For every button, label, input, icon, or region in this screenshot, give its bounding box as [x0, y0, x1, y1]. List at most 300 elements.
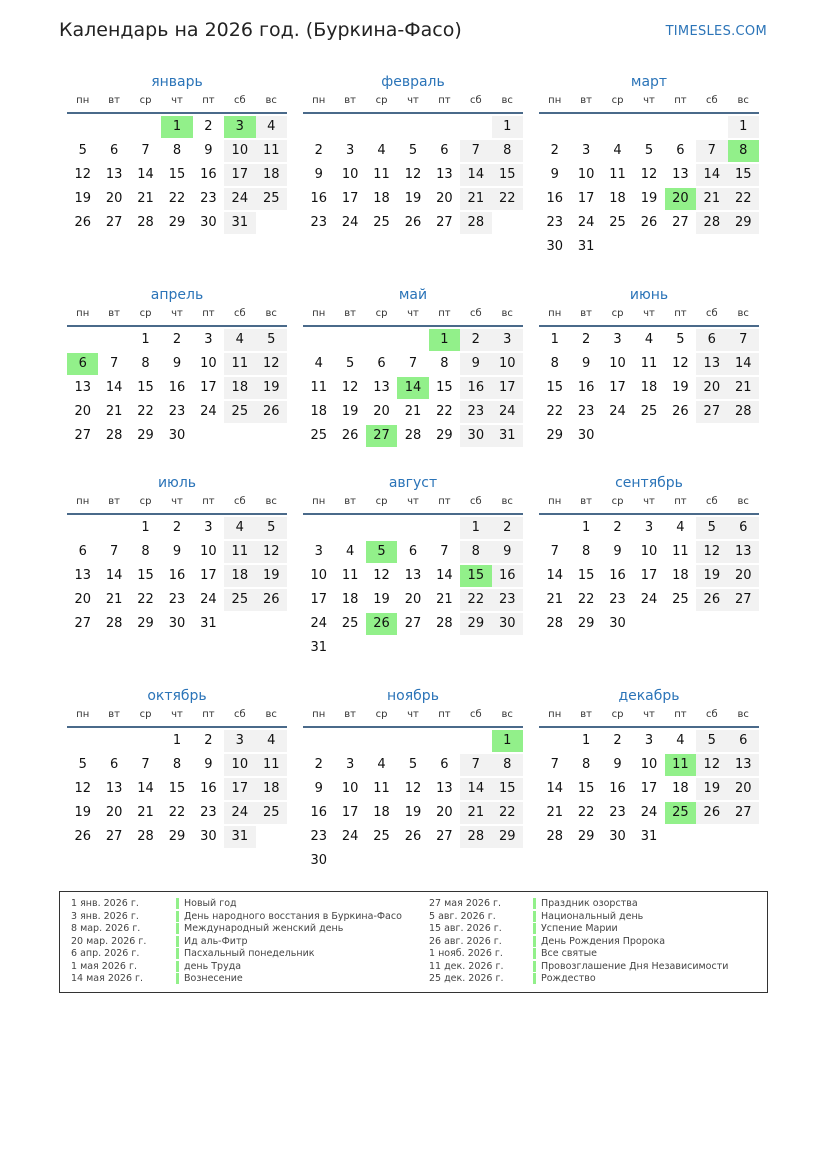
weekday-label: пн: [312, 496, 326, 507]
day-cell: 19: [74, 805, 91, 820]
day-cell: 1: [172, 733, 182, 748]
day-cell: 31: [224, 826, 255, 848]
empty-cell: [397, 116, 428, 138]
holiday-color-marker: [176, 898, 179, 909]
weekday-header: [303, 94, 523, 114]
day-cell: 29: [577, 616, 595, 631]
empty-cell: [67, 517, 98, 539]
day-cell: 31: [310, 640, 327, 655]
holiday-color-marker: [176, 948, 179, 959]
day-cell: 20: [728, 778, 759, 800]
weekday-label: сб: [469, 308, 482, 319]
day-cell: 16: [460, 377, 491, 399]
empty-cell: [303, 329, 334, 351]
day-cell: 12: [74, 167, 91, 182]
weekday-label: вс: [737, 308, 749, 319]
weekday-label: вс: [265, 496, 277, 507]
day-cell: 16: [200, 781, 217, 796]
day-cell: 7: [550, 544, 559, 559]
legend-date: 1 мая 2026 г.: [71, 960, 137, 972]
day-cell: 16: [577, 380, 595, 395]
day-cell: 12: [696, 541, 727, 563]
day-cell: 30: [310, 853, 327, 868]
day-cell: 22: [577, 805, 595, 820]
weekday-label: пт: [202, 95, 215, 106]
day-cell: 5: [676, 332, 685, 347]
day-cell: 25: [256, 188, 287, 210]
day-cell: 25: [609, 215, 626, 230]
day-cell: 3: [204, 520, 213, 535]
weekday-label: вт: [108, 496, 120, 507]
day-cell: 20: [404, 592, 422, 607]
month-name: март: [630, 74, 668, 90]
day-cell: 29: [577, 829, 595, 844]
day-cell: 17: [640, 781, 658, 796]
day-grid: [303, 114, 523, 236]
day-cell: 30: [200, 829, 217, 844]
day-cell: 19: [404, 805, 422, 820]
day-cell: 23: [168, 404, 186, 419]
day-cell: 27: [105, 215, 123, 230]
day-cell: 21: [460, 188, 491, 210]
day-cell: 28: [728, 401, 759, 423]
weekday-label: чт: [171, 95, 183, 106]
day-cell: 19: [373, 592, 390, 607]
day-cell: 12: [341, 380, 359, 395]
day-cell: 18: [341, 592, 359, 607]
holiday-day-cell: 5: [366, 541, 397, 563]
weekday-label: вт: [580, 496, 592, 507]
day-cell: 26: [696, 802, 727, 824]
day-cell: 6: [377, 356, 386, 371]
day-cell: 7: [109, 544, 119, 559]
day-cell: 23: [577, 404, 595, 419]
weekday-label: вт: [344, 95, 356, 106]
day-cell: 15: [728, 164, 759, 186]
day-cell: 4: [377, 143, 386, 158]
day-cell: 10: [640, 544, 658, 559]
weekday-label: вс: [265, 709, 277, 720]
day-cell: 1: [492, 116, 523, 138]
day-cell: 22: [577, 592, 595, 607]
legend-holiday-name: Праздник озорства: [541, 898, 638, 909]
weekday-label: пн: [548, 95, 562, 106]
day-grid: [67, 728, 287, 850]
legend-holiday-name: Рождество: [541, 973, 596, 984]
day-cell: 5: [408, 143, 418, 158]
legend-holiday-name: Международный женский день: [184, 923, 344, 934]
day-cell: 22: [137, 404, 154, 419]
weekday-label: сб: [469, 95, 482, 106]
day-cell: 11: [609, 167, 626, 182]
day-cell: 8: [492, 140, 523, 162]
weekday-label: вт: [108, 95, 120, 106]
day-cell: 21: [137, 191, 154, 206]
day-cell: 13: [728, 541, 759, 563]
empty-cell: [602, 116, 633, 138]
day-cell: 7: [408, 356, 418, 371]
day-grid: [539, 114, 759, 260]
day-cell: 26: [404, 829, 422, 844]
empty-cell: [67, 329, 98, 351]
day-cell: 6: [676, 143, 685, 158]
weekday-label: ср: [611, 95, 624, 106]
day-cell: 3: [224, 730, 255, 752]
day-cell: 12: [373, 568, 390, 583]
day-cell: 4: [314, 356, 323, 371]
day-cell: 5: [78, 143, 87, 158]
day-cell: 27: [105, 829, 123, 844]
day-cell: 3: [644, 520, 654, 535]
day-cell: 22: [492, 802, 523, 824]
day-cell: 16: [492, 565, 523, 587]
day-cell: 5: [256, 329, 287, 351]
day-cell: 27: [728, 802, 759, 824]
day-cell: 25: [224, 401, 255, 423]
day-cell: 30: [460, 425, 491, 447]
empty-cell: [665, 116, 696, 138]
holiday-color-marker: [533, 948, 536, 959]
weekday-label: сб: [233, 308, 246, 319]
month-name: май: [398, 287, 428, 303]
month-name: июнь: [629, 287, 669, 303]
day-cell: 15: [436, 380, 453, 395]
empty-cell: [366, 116, 397, 138]
day-cell: 13: [74, 568, 91, 583]
day-cell: 9: [172, 356, 182, 371]
weekday-label: чт: [643, 496, 655, 507]
day-cell: 7: [109, 356, 119, 371]
day-cell: 16: [310, 805, 327, 820]
day-cell: 11: [310, 380, 327, 395]
month-block: [539, 471, 759, 637]
day-cell: 19: [256, 565, 287, 587]
day-cell: 8: [581, 757, 591, 772]
legend-date: 25 дек. 2026 г.: [429, 973, 504, 984]
day-cell: 23: [310, 215, 327, 230]
legend-date: 3 янв. 2026 г.: [71, 910, 139, 922]
day-cell: 20: [728, 565, 759, 587]
day-cell: 6: [440, 143, 449, 158]
day-cell: 20: [373, 404, 390, 419]
day-cell: 29: [168, 215, 186, 230]
day-cell: 4: [676, 520, 685, 535]
day-cell: 11: [224, 353, 255, 375]
day-cell: 2: [204, 119, 213, 134]
day-cell: 29: [492, 826, 523, 848]
weekday-label: ср: [139, 95, 152, 106]
day-cell: 16: [609, 568, 626, 583]
weekday-header: [539, 708, 759, 728]
day-cell: 20: [105, 191, 123, 206]
day-cell: 9: [581, 356, 591, 371]
day-cell: 15: [168, 167, 186, 182]
holiday-day-cell: 11: [665, 754, 696, 776]
holiday-day-cell: 26: [366, 613, 397, 635]
day-cell: 2: [613, 733, 622, 748]
day-cell: 22: [728, 188, 759, 210]
day-cell: 27: [728, 589, 759, 611]
day-cell: 21: [105, 404, 123, 419]
empty-cell: [397, 730, 428, 752]
weekday-label: вс: [737, 496, 749, 507]
day-cell: 27: [74, 428, 91, 443]
day-cell: 5: [696, 517, 727, 539]
month-name: август: [388, 475, 438, 491]
day-cell: 24: [224, 188, 255, 210]
day-cell: 18: [672, 781, 689, 796]
weekday-label: вт: [344, 496, 356, 507]
day-cell: 2: [204, 733, 213, 748]
day-cell: 3: [345, 757, 355, 772]
day-cell: 18: [640, 380, 658, 395]
day-cell: 12: [256, 541, 287, 563]
day-cell: 10: [310, 568, 327, 583]
day-cell: 27: [74, 616, 91, 631]
day-cell: 6: [728, 730, 759, 752]
day-cell: 24: [640, 592, 658, 607]
weekday-label: чт: [643, 308, 655, 319]
legend-dates-left: [71, 898, 146, 986]
weekday-header: [67, 708, 287, 728]
day-cell: 5: [345, 356, 355, 371]
weekday-label: чт: [407, 308, 419, 319]
day-cell: 30: [492, 613, 523, 635]
weekday-label: вс: [501, 308, 513, 319]
weekday-label: вт: [580, 95, 592, 106]
day-cell: 6: [78, 544, 87, 559]
empty-cell: [539, 517, 570, 539]
day-cell: 24: [200, 404, 217, 419]
weekday-label: пт: [438, 709, 451, 720]
weekday-label: пн: [312, 709, 326, 720]
day-cell: 15: [577, 568, 595, 583]
day-cell: 20: [436, 191, 453, 206]
month-block: [303, 70, 523, 236]
weekday-label: чт: [643, 95, 655, 106]
weekday-label: вт: [108, 709, 120, 720]
day-cell: 13: [74, 380, 91, 395]
day-cell: 13: [105, 167, 123, 182]
legend-date: 15 авг. 2026 г.: [429, 923, 502, 934]
day-grid: [67, 327, 287, 449]
day-cell: 7: [728, 329, 759, 351]
day-cell: 25: [373, 829, 390, 844]
day-cell: 27: [672, 215, 689, 230]
day-cell: 4: [377, 757, 386, 772]
day-cell: 28: [546, 616, 563, 631]
day-cell: 12: [640, 167, 658, 182]
weekday-label: вс: [737, 95, 749, 106]
day-cell: 26: [74, 215, 91, 230]
weekday-label: вс: [265, 308, 277, 319]
day-cell: 1: [141, 332, 150, 347]
weekday-label: пн: [312, 308, 326, 319]
day-cell: 30: [609, 829, 626, 844]
day-cell: 11: [341, 568, 359, 583]
legend-holiday-name: Все святые: [541, 948, 598, 959]
day-cell: 30: [168, 428, 186, 443]
legend-date: 14 мая 2026 г.: [71, 973, 144, 984]
weekday-header: [303, 708, 523, 728]
weekday-header: [67, 94, 287, 114]
legend-markers-left: [176, 898, 179, 985]
weekday-label: вс: [501, 709, 513, 720]
weekday-label: ср: [139, 308, 152, 319]
weekday-label: пн: [548, 709, 562, 720]
brand-link[interactable]: TIMESLES.COM: [665, 24, 767, 39]
weekday-label: чт: [171, 709, 183, 720]
holiday-color-marker: [533, 923, 536, 934]
day-cell: 9: [550, 167, 559, 182]
day-cell: 15: [168, 781, 186, 796]
day-cell: 17: [341, 805, 359, 820]
day-cell: 8: [172, 143, 182, 158]
empty-cell: [696, 116, 727, 138]
empty-cell: [460, 116, 491, 138]
holiday-day-cell: 15: [460, 565, 491, 587]
day-cell: 8: [492, 754, 523, 776]
holiday-day-cell: 8: [728, 140, 759, 162]
day-cell: 17: [341, 191, 359, 206]
day-cell: 26: [672, 404, 689, 419]
day-cell: 28: [460, 826, 491, 848]
day-cell: 10: [609, 356, 626, 371]
weekday-label: пт: [202, 709, 215, 720]
day-cell: 24: [640, 805, 658, 820]
day-cell: 25: [310, 428, 327, 443]
month-block: [539, 70, 759, 260]
day-grid: [539, 327, 759, 449]
legend-holiday-name: день Труда: [184, 960, 242, 972]
holiday-day-cell: 25: [665, 802, 696, 824]
day-cell: 17: [609, 380, 626, 395]
day-cell: 26: [696, 589, 727, 611]
day-cell: 3: [613, 332, 622, 347]
holiday-color-marker: [533, 973, 536, 984]
day-cell: 3: [345, 143, 355, 158]
day-cell: 29: [137, 428, 154, 443]
day-cell: 7: [440, 544, 449, 559]
weekday-label: ср: [139, 496, 152, 507]
day-cell: 28: [546, 829, 563, 844]
weekday-label: пн: [548, 496, 562, 507]
month-name: январь: [151, 74, 203, 90]
day-cell: 26: [256, 401, 287, 423]
day-grid: [303, 728, 523, 874]
empty-cell: [366, 730, 397, 752]
day-cell: 14: [546, 781, 563, 796]
day-cell: 2: [314, 143, 323, 158]
weekday-label: сб: [233, 95, 246, 106]
day-cell: 19: [696, 778, 727, 800]
day-cell: 4: [256, 730, 287, 752]
day-cell: 26: [256, 589, 287, 611]
weekday-header: [539, 94, 759, 114]
day-cell: 27: [696, 401, 727, 423]
weekday-label: сб: [705, 308, 718, 319]
day-cell: 7: [460, 140, 491, 162]
day-cell: 26: [640, 215, 658, 230]
day-cell: 21: [137, 805, 154, 820]
month-name: ноябрь: [387, 688, 439, 704]
day-cell: 7: [141, 757, 150, 772]
weekday-label: чт: [171, 308, 183, 319]
weekday-header: [67, 307, 287, 327]
day-cell: 17: [224, 778, 255, 800]
holiday-color-marker: [176, 911, 179, 922]
day-cell: 29: [137, 616, 154, 631]
day-cell: 13: [696, 353, 727, 375]
empty-cell: [539, 730, 570, 752]
holiday-legend: [59, 891, 768, 993]
weekday-label: ср: [611, 308, 624, 319]
day-cell: 9: [460, 353, 491, 375]
day-cell: 7: [141, 143, 150, 158]
day-cell: 2: [492, 517, 523, 539]
holiday-day-cell: 27: [366, 425, 397, 447]
day-cell: 27: [404, 616, 422, 631]
legend-holiday-name: День Рождения Пророка: [541, 935, 666, 947]
day-cell: 4: [644, 332, 654, 347]
legend-holiday-name: Ид аль-Фитр: [184, 935, 248, 947]
day-cell: 19: [696, 565, 727, 587]
day-cell: 24: [609, 404, 626, 419]
weekday-label: пт: [438, 308, 451, 319]
empty-cell: [67, 116, 98, 138]
day-grid: [67, 515, 287, 637]
empty-cell: [633, 116, 664, 138]
weekday-label: пн: [76, 709, 90, 720]
legend-date: 6 апр. 2026 г.: [71, 948, 140, 959]
day-cell: 19: [672, 380, 689, 395]
day-cell: 8: [172, 757, 182, 772]
day-grid: [539, 728, 759, 850]
day-cell: 10: [577, 167, 595, 182]
day-cell: 29: [168, 829, 186, 844]
legend-markers-right: [533, 898, 536, 985]
legend-date: 20 мар. 2026 г.: [71, 935, 147, 947]
holiday-day-cell: 20: [665, 188, 696, 210]
holiday-color-marker: [176, 923, 179, 934]
weekday-label: пт: [674, 496, 687, 507]
weekday-label: пн: [312, 95, 326, 106]
day-cell: 17: [224, 164, 255, 186]
day-cell: 8: [550, 356, 559, 371]
day-cell: 28: [404, 428, 422, 443]
empty-cell: [429, 116, 460, 138]
day-cell: 20: [436, 805, 453, 820]
weekday-label: сб: [705, 95, 718, 106]
day-cell: 4: [224, 517, 255, 539]
day-cell: 1: [141, 520, 150, 535]
day-cell: 9: [172, 544, 182, 559]
weekday-header: [539, 307, 759, 327]
day-cell: 9: [492, 541, 523, 563]
day-cell: 3: [581, 143, 591, 158]
month-block: [303, 471, 523, 661]
weekday-label: вс: [501, 95, 513, 106]
day-cell: 28: [460, 212, 491, 234]
holiday-day-cell: 1: [492, 730, 523, 752]
empty-cell: [130, 116, 161, 138]
weekday-header: [539, 495, 759, 515]
day-grid: [539, 515, 759, 637]
day-cell: 23: [168, 592, 186, 607]
holiday-day-cell: 3: [224, 116, 255, 138]
day-cell: 18: [373, 805, 390, 820]
day-cell: 21: [460, 802, 491, 824]
